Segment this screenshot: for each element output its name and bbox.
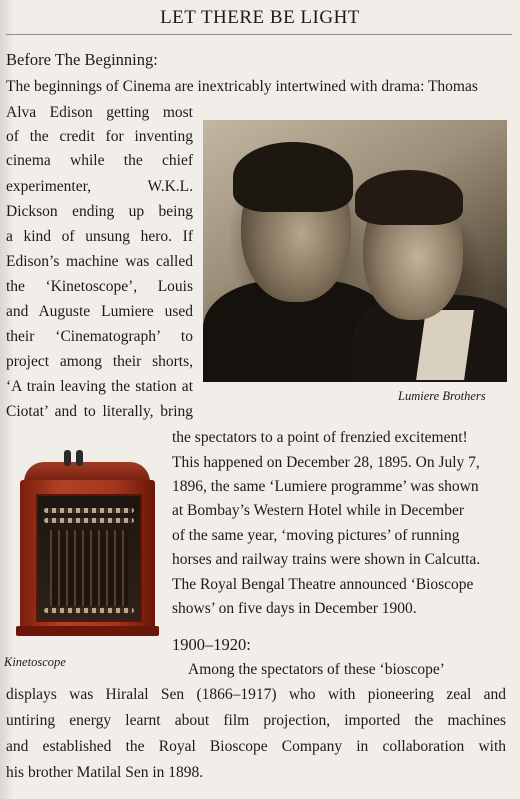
paragraph-line: of the credit for inventing	[6, 128, 193, 145]
header-divider	[6, 34, 512, 35]
paragraph-line: a kind of unsung hero. If	[6, 228, 193, 245]
paragraph-line: This happened on December 28, 1895. On July 7,	[172, 454, 480, 471]
paragraph-line: project among their shorts,	[6, 353, 193, 370]
paragraph-line: Edison’s machine was called	[6, 253, 193, 270]
paragraph-line: The beginnings of Cinema are inextricably intertwined with drama: Thomas	[6, 78, 478, 95]
paragraph-line: the ‘Kinetoscope’, Louis	[6, 278, 193, 295]
paragraph-line: at Bombay’s Western Hotel while in December	[172, 502, 465, 519]
paragraph-line: his brother Matilal Sen in 1898.	[6, 764, 204, 781]
paragraph-line: Dickson ending up being	[6, 203, 193, 220]
paragraph-line: The Royal Bengal Theatre announced ‘Bioscope	[172, 576, 474, 593]
paragraph-line: Among the spectators of these ‘bioscope’	[188, 661, 445, 678]
paragraph-line: and Auguste Lumiere used	[6, 303, 193, 320]
paragraph-line: shows’ on five days in December 1900.	[172, 600, 417, 617]
lumiere-brothers-caption: Lumiere Brothers	[398, 389, 486, 403]
paragraph-line: the spectators to a point of frenzied excitement!	[172, 429, 468, 446]
paragraph-line: ‘A train leaving the station at	[6, 378, 193, 395]
kinetoscope-image	[20, 460, 155, 638]
page-header-title: LET THERE BE LIGHT	[160, 7, 360, 28]
paragraph-line: Alva Edison getting most	[6, 104, 193, 121]
paragraph-line: cinema while the chief	[6, 152, 193, 169]
paragraph-line: displays was Hiralal Sen (1866–1917) who with pioneering zeal and	[6, 686, 506, 703]
paragraph-line: untiring energy learnt about film projection, imported the machines	[6, 712, 506, 729]
paragraph-line: experimenter, W.K.L.	[6, 178, 193, 195]
paragraph-line: Ciotat’ and to literally, bring	[6, 403, 193, 420]
section-title-before-the-beginning: Before The Beginning:	[6, 50, 158, 69]
paragraph-line: horses and railway trains were shown in Calcutta.	[172, 551, 481, 568]
paragraph-line: and established the Royal Bioscope Company in collaboration with	[6, 738, 506, 755]
lumiere-brothers-photo	[203, 120, 507, 382]
paragraph-line: 1896, the same ‘Lumiere programme’ was shown	[172, 478, 479, 495]
paragraph-line: their ‘Cinematograph’ to	[6, 328, 193, 345]
paragraph-line: of the same year, ‘moving pictures’ of running	[172, 527, 460, 544]
kinetoscope-caption: Kinetoscope	[4, 655, 66, 669]
section-title-1900-1920: 1900–1920:	[172, 635, 251, 654]
